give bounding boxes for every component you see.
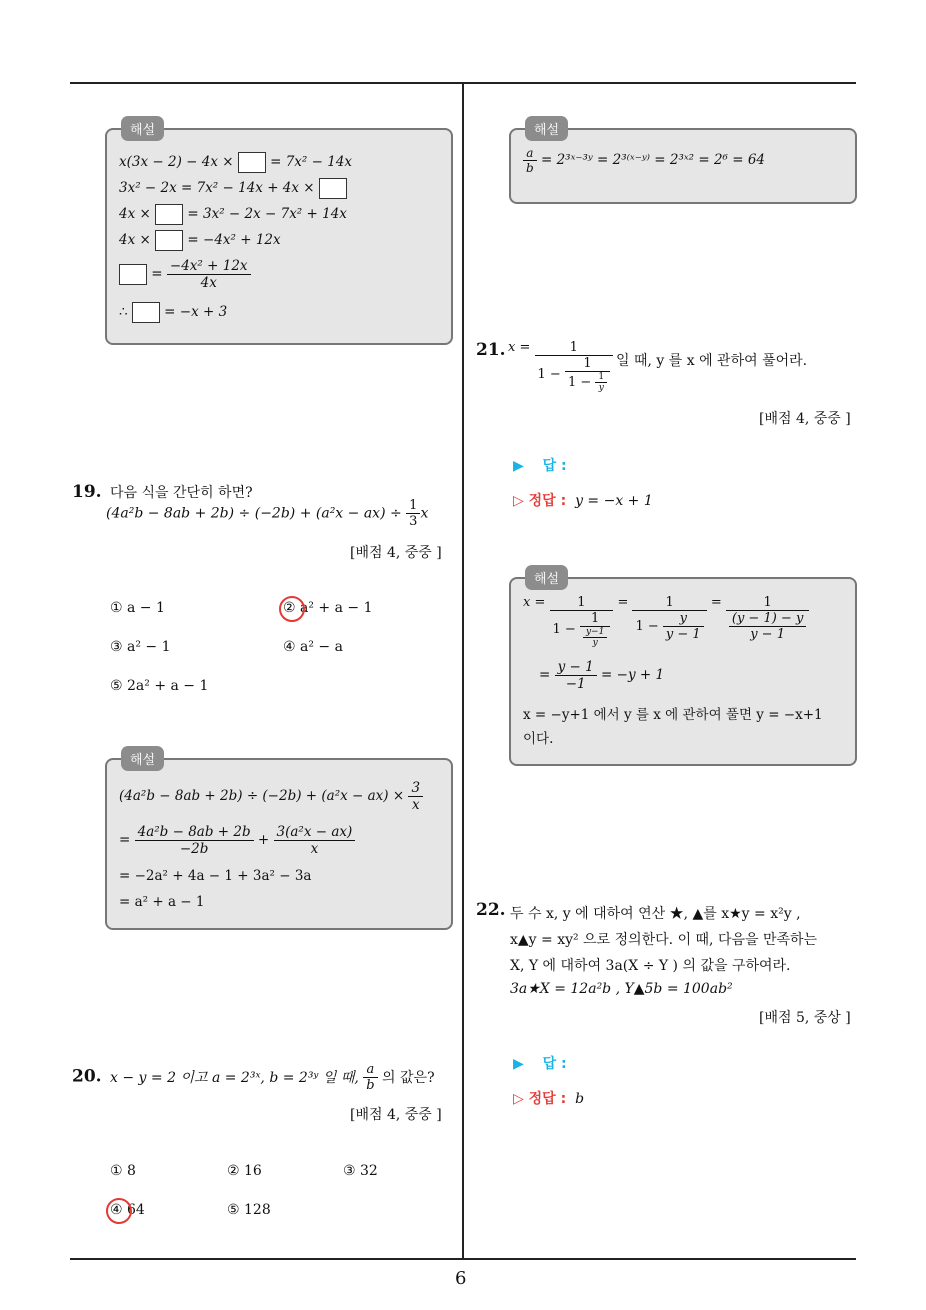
question-text: 다음 식을 간단히 하면?: [110, 485, 253, 501]
selected-answer-marker: [279, 596, 305, 622]
choice-1[interactable]: ① 8: [110, 1163, 136, 1179]
question-number: 22.: [476, 900, 506, 920]
question-22-condition: 3a★X = 12a²b , Y▲5b = 100ab²: [510, 981, 733, 997]
column-divider: [462, 82, 464, 1258]
choice-2[interactable]: ② 16: [227, 1163, 262, 1179]
blank-box: [238, 152, 266, 173]
solution-box-20: [509, 123, 857, 204]
solution-line: = −2a² + 4a − 1 + 3a² − 3a: [119, 868, 312, 884]
choice-5[interactable]: ⑤ 2a² + a − 1: [110, 678, 209, 694]
question-22-line: x▲y = xy² 으로 정의한다. 이 때, 다음을 만족하는: [510, 932, 818, 948]
question-22-line: X, Y 에 대하여 3a(X ÷ Y ) 의 값을 구하여라.: [510, 958, 791, 974]
solution-line: = $\frac{\text{4a²b − 8ab + 2b}}{-2b}$ + $\frac{\text{3(a²x − ax)}}{x}$: [119, 824, 355, 857]
question-21: [476, 340, 506, 360]
score-badge: [배점 4, 중중 ]: [350, 1107, 442, 1123]
outline-triangle-icon: ▷: [513, 493, 524, 509]
explanation-tag: 해설: [121, 746, 164, 771]
solution-box-19: [105, 753, 453, 930]
score-badge: [배점 4, 중중 ]: [759, 411, 851, 427]
blank-box: [319, 178, 347, 199]
blank-box: [132, 302, 160, 323]
play-icon: ▶: [513, 458, 524, 474]
answer-label: 답 :: [542, 1056, 567, 1072]
solution-line: = $\frac{\text{−4x² + 12x}}{4x}$: [119, 258, 251, 291]
explanation-tag: 해설: [525, 565, 568, 590]
correct-answer-row: [513, 1088, 584, 1108]
solution-line: 3x² − 2x = 7x² − 14x + 4x ×: [119, 178, 347, 199]
solution-line: 4x × = 3x² − 2x − 7x² + 14x: [119, 204, 347, 225]
choice-1[interactable]: ① a − 1: [110, 600, 165, 616]
choice-3[interactable]: ③ a² − 1: [110, 639, 171, 655]
question-22: [476, 900, 506, 920]
question-22-line: 두 수 x, y 에 대하여 연산 ★, ▲를 x★y = x²y ,: [510, 906, 801, 922]
explanation-tag: 해설: [121, 116, 164, 141]
solution-line: $\frac{a}{b}$ = 2³ˣ⁻³ʸ = 2³⁽ˣ⁻ʸ⁾ = 2³ˣ² = 2⁶ = 64: [523, 146, 765, 175]
question-number: 20.: [72, 1066, 102, 1087]
solution-line: = a² + a − 1: [119, 894, 205, 910]
question-19-expression: (4a²b − 8ab + 2b) ÷ (−2b) + (a²x − ax) ÷ $\frac{1}{3}$ x: [106, 498, 429, 529]
choice-2[interactable]: ② a² + a − 1: [283, 600, 373, 616]
correct-answer-row: [513, 490, 653, 510]
answer-row: [513, 455, 567, 475]
blank-box: [155, 204, 183, 225]
question-number: 21.: [476, 340, 506, 360]
play-icon: ▶: [513, 1056, 524, 1072]
solution-line: x = −y+1 에서 y 를 x 에 관하여 풀면 y = −x+1: [523, 707, 823, 723]
solution-box-18: [105, 123, 453, 345]
correct-label: 정답 :: [528, 1091, 567, 1107]
choice-3[interactable]: ③ 32: [343, 1163, 378, 1179]
solution-line: x(3x − 2) − 4x × = 7x² − 14x: [119, 152, 352, 173]
answer-label: 답 :: [542, 458, 567, 474]
blank-box: [155, 230, 183, 251]
solution-line: = $\frac{y - 1}{-1}$ = −y + 1: [539, 659, 665, 692]
correct-answer-value: b: [575, 1091, 585, 1107]
question-text: 일 때, y 를 x 에 관하여 풀어라.: [616, 353, 808, 369]
choice-4[interactable]: ④ 64: [110, 1202, 145, 1218]
solution-line: ∴ = −x + 3: [119, 302, 227, 323]
solution-box-21: [509, 572, 857, 766]
solution-line: 4x × = −4x² + 12x: [119, 230, 281, 251]
correct-answer-value: y = −x + 1: [575, 493, 653, 509]
correct-label: 정답 :: [528, 493, 567, 509]
outline-triangle-icon: ▷: [513, 1091, 524, 1107]
blank-box: [119, 264, 147, 285]
solution-line: x = 1 1 − $\frac{1}{\frac{y-1}{y}}$ = 1 1 − $\frac{y}{y - 1}$ = $\frac{1}{\frac{(y - 1) - y}{y - 1}}$: [523, 595, 809, 648]
question-20: 20. x − y = 2 이고 a = 2³ˣ, b = 2³ʸ 일 때, $\frac{a}{b}$ 의 값은?: [72, 1062, 435, 1093]
answer-row: [513, 1053, 567, 1073]
solution-line: (4a²b − 8ab + 2b) ÷ (−2b) + (a²x − ax) × $\frac{3}{x}$: [119, 780, 423, 813]
choice-4[interactable]: ④ a² − a: [283, 639, 343, 655]
score-badge: [배점 4, 중중 ]: [350, 545, 442, 561]
solution-line: 이다.: [523, 731, 554, 747]
question-number: 19.: [72, 482, 102, 502]
selected-answer-marker: [106, 1198, 132, 1224]
page-number: 6: [455, 1268, 467, 1289]
question-21-expression: x = 1 1 − 1 1 − $\frac{1}{y}$: [508, 340, 613, 393]
bottom-rule: [70, 1258, 856, 1260]
choice-5[interactable]: ⑤ 128: [227, 1202, 271, 1218]
score-badge: [배점 5, 중상 ]: [759, 1010, 851, 1026]
explanation-tag: 해설: [525, 116, 568, 141]
